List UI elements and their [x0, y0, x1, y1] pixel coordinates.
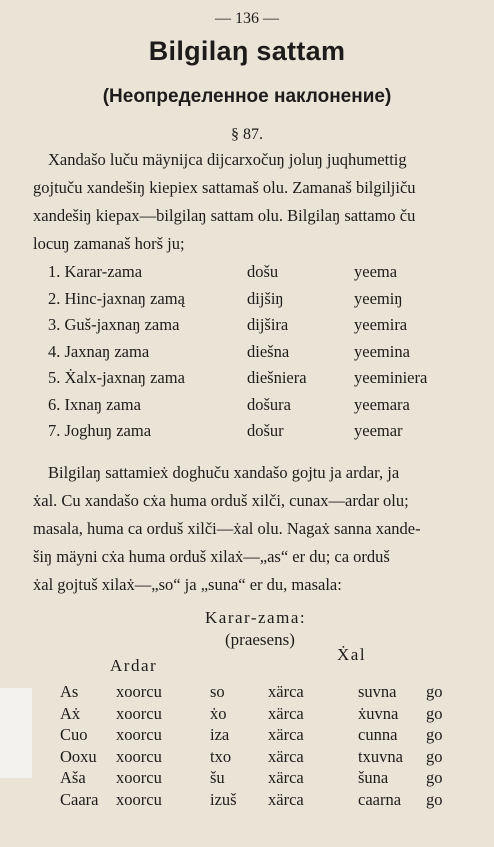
paragraph-intro [33, 146, 465, 258]
table-cell: ẋuvna [358, 703, 399, 723]
tense-form: yeemira [354, 315, 408, 334]
paragraph-line: ẋal. Cu xandašo cẋa huma orduš xilči, cunax—ardar olu; [33, 491, 409, 510]
table-cell: so [210, 682, 225, 701]
tense-name: 2. Hinc-jaxnaŋ zamą [48, 288, 185, 308]
table-cell: go [426, 703, 443, 723]
table-cell: xoorcu [116, 768, 162, 787]
list-item [48, 262, 468, 289]
margin-paper-stub [0, 688, 32, 778]
list-item [48, 368, 468, 395]
tense-form: yeemina [354, 341, 410, 361]
table-cell: šu [210, 768, 225, 787]
paragraph-line: ẋal gojtuš xilaẋ—„so“ ja „suna“ er du, masala: [33, 575, 342, 594]
tense-form: dijšira [247, 315, 289, 334]
table-cell: xoorcu [116, 682, 162, 701]
tense-form: yeemiŋ [354, 288, 403, 308]
table-cell: izuš [210, 789, 237, 809]
tense-form: yeema [354, 262, 398, 281]
table-cell: Ooxu [60, 746, 97, 766]
table-cell: šuna [358, 768, 389, 787]
table-cell: xoorcu [116, 746, 162, 766]
tense-name: 7. Joghuŋ zama [48, 421, 152, 440]
tense-form: došur [247, 421, 284, 440]
table-cell: ẋo [210, 703, 227, 723]
table-cell: xärca [268, 703, 304, 723]
list-item [48, 342, 468, 369]
table-cell: xärca [268, 746, 304, 766]
tense-name: 3. Guš-jaxnaŋ zama [48, 315, 180, 334]
table-cell: Aẋ [60, 703, 81, 723]
paragraph-explanation [33, 459, 465, 599]
table-cell: go [426, 746, 443, 766]
table-header-ardar: Ardar [110, 656, 158, 675]
list-item [48, 315, 468, 342]
section-number: § 87. [231, 126, 263, 143]
table-cell: Aša [60, 768, 86, 787]
table-cell: txo [210, 746, 232, 766]
paragraph-line: Bilgilaŋ sattamieẋ doghuču xandašo gojtu ja ardar, ja [48, 463, 400, 482]
tense-form: diešna [247, 341, 290, 361]
tense-form: došu [247, 262, 279, 281]
table-cell: xärca [268, 768, 304, 787]
table-cell: xärca [268, 725, 304, 744]
table-cell: txuvna [358, 746, 403, 766]
table-cell: caarna [358, 789, 402, 809]
table-cell: As [60, 682, 79, 701]
paragraph-line: gojtuču xandešiŋ kiepiex sattamaš olu. Zamanaš bilgiljiču [33, 178, 416, 197]
table-cell: xärca [268, 789, 304, 809]
tense-name: 4. Jaxnaŋ zama [48, 341, 150, 361]
paragraph-line: locuŋ zamanaš horš ju; [33, 234, 185, 253]
table-cell: go [426, 682, 443, 701]
table-cell: cunna [358, 725, 398, 744]
page-title: Bilgilaŋ sattam [148, 36, 346, 66]
table-cell: xoorcu [116, 789, 162, 809]
paragraph-line: Xandašo luču mäynijca dijcarxočuŋ joluŋ juqhumettig [48, 150, 407, 169]
tense-form: yeeminiera [354, 368, 428, 387]
table-cell: xoorcu [116, 703, 162, 723]
tense-form: došura [247, 394, 291, 414]
table-cell: go [426, 725, 443, 744]
page-number: — 136 — [215, 10, 279, 27]
paragraph-line: šiŋ mäyni cẋa huma orduš xilaẋ—„as“ er du; ca orduš [33, 547, 390, 566]
table-title: Karar-zama: [205, 608, 307, 627]
tense-form: diešniera [247, 368, 307, 387]
tense-name: 5. Ẋalx-jaxnaŋ zama [48, 368, 185, 387]
table-cell: suvna [358, 682, 397, 701]
tense-form: yeemara [354, 394, 410, 414]
list-item [48, 421, 468, 448]
table-cell: go [426, 789, 443, 809]
list-item [48, 395, 468, 422]
table-cell: Caara [60, 789, 99, 809]
tense-form: yeemar [354, 421, 403, 440]
table-subtitle: (praesens) [225, 630, 295, 649]
paragraph-line: xandešiŋ kiepax—bilgilaŋ sattam olu. Bilgilaŋ sattamo ču [33, 206, 416, 225]
table-cell: iza [210, 725, 230, 744]
table-cell: xärca [268, 682, 304, 701]
table-header-xal: Ẋal [337, 645, 367, 664]
tense-name: 1. Karar-zama [48, 262, 143, 281]
page-subtitle: (Неопределенное наклонение) [102, 86, 392, 107]
paragraph-line: masala, huma ca orduš xilči—ẋal olu. Nagaẋ sanna xande- [33, 519, 421, 538]
tense-list [48, 262, 468, 448]
tense-form: dijšiŋ [247, 288, 284, 308]
list-item [48, 289, 468, 316]
table-cell: go [426, 768, 443, 787]
table-cell: xoorcu [116, 725, 162, 744]
tense-name: 6. Ixnaŋ zama [48, 394, 141, 414]
table-cell: Cuo [60, 725, 88, 744]
